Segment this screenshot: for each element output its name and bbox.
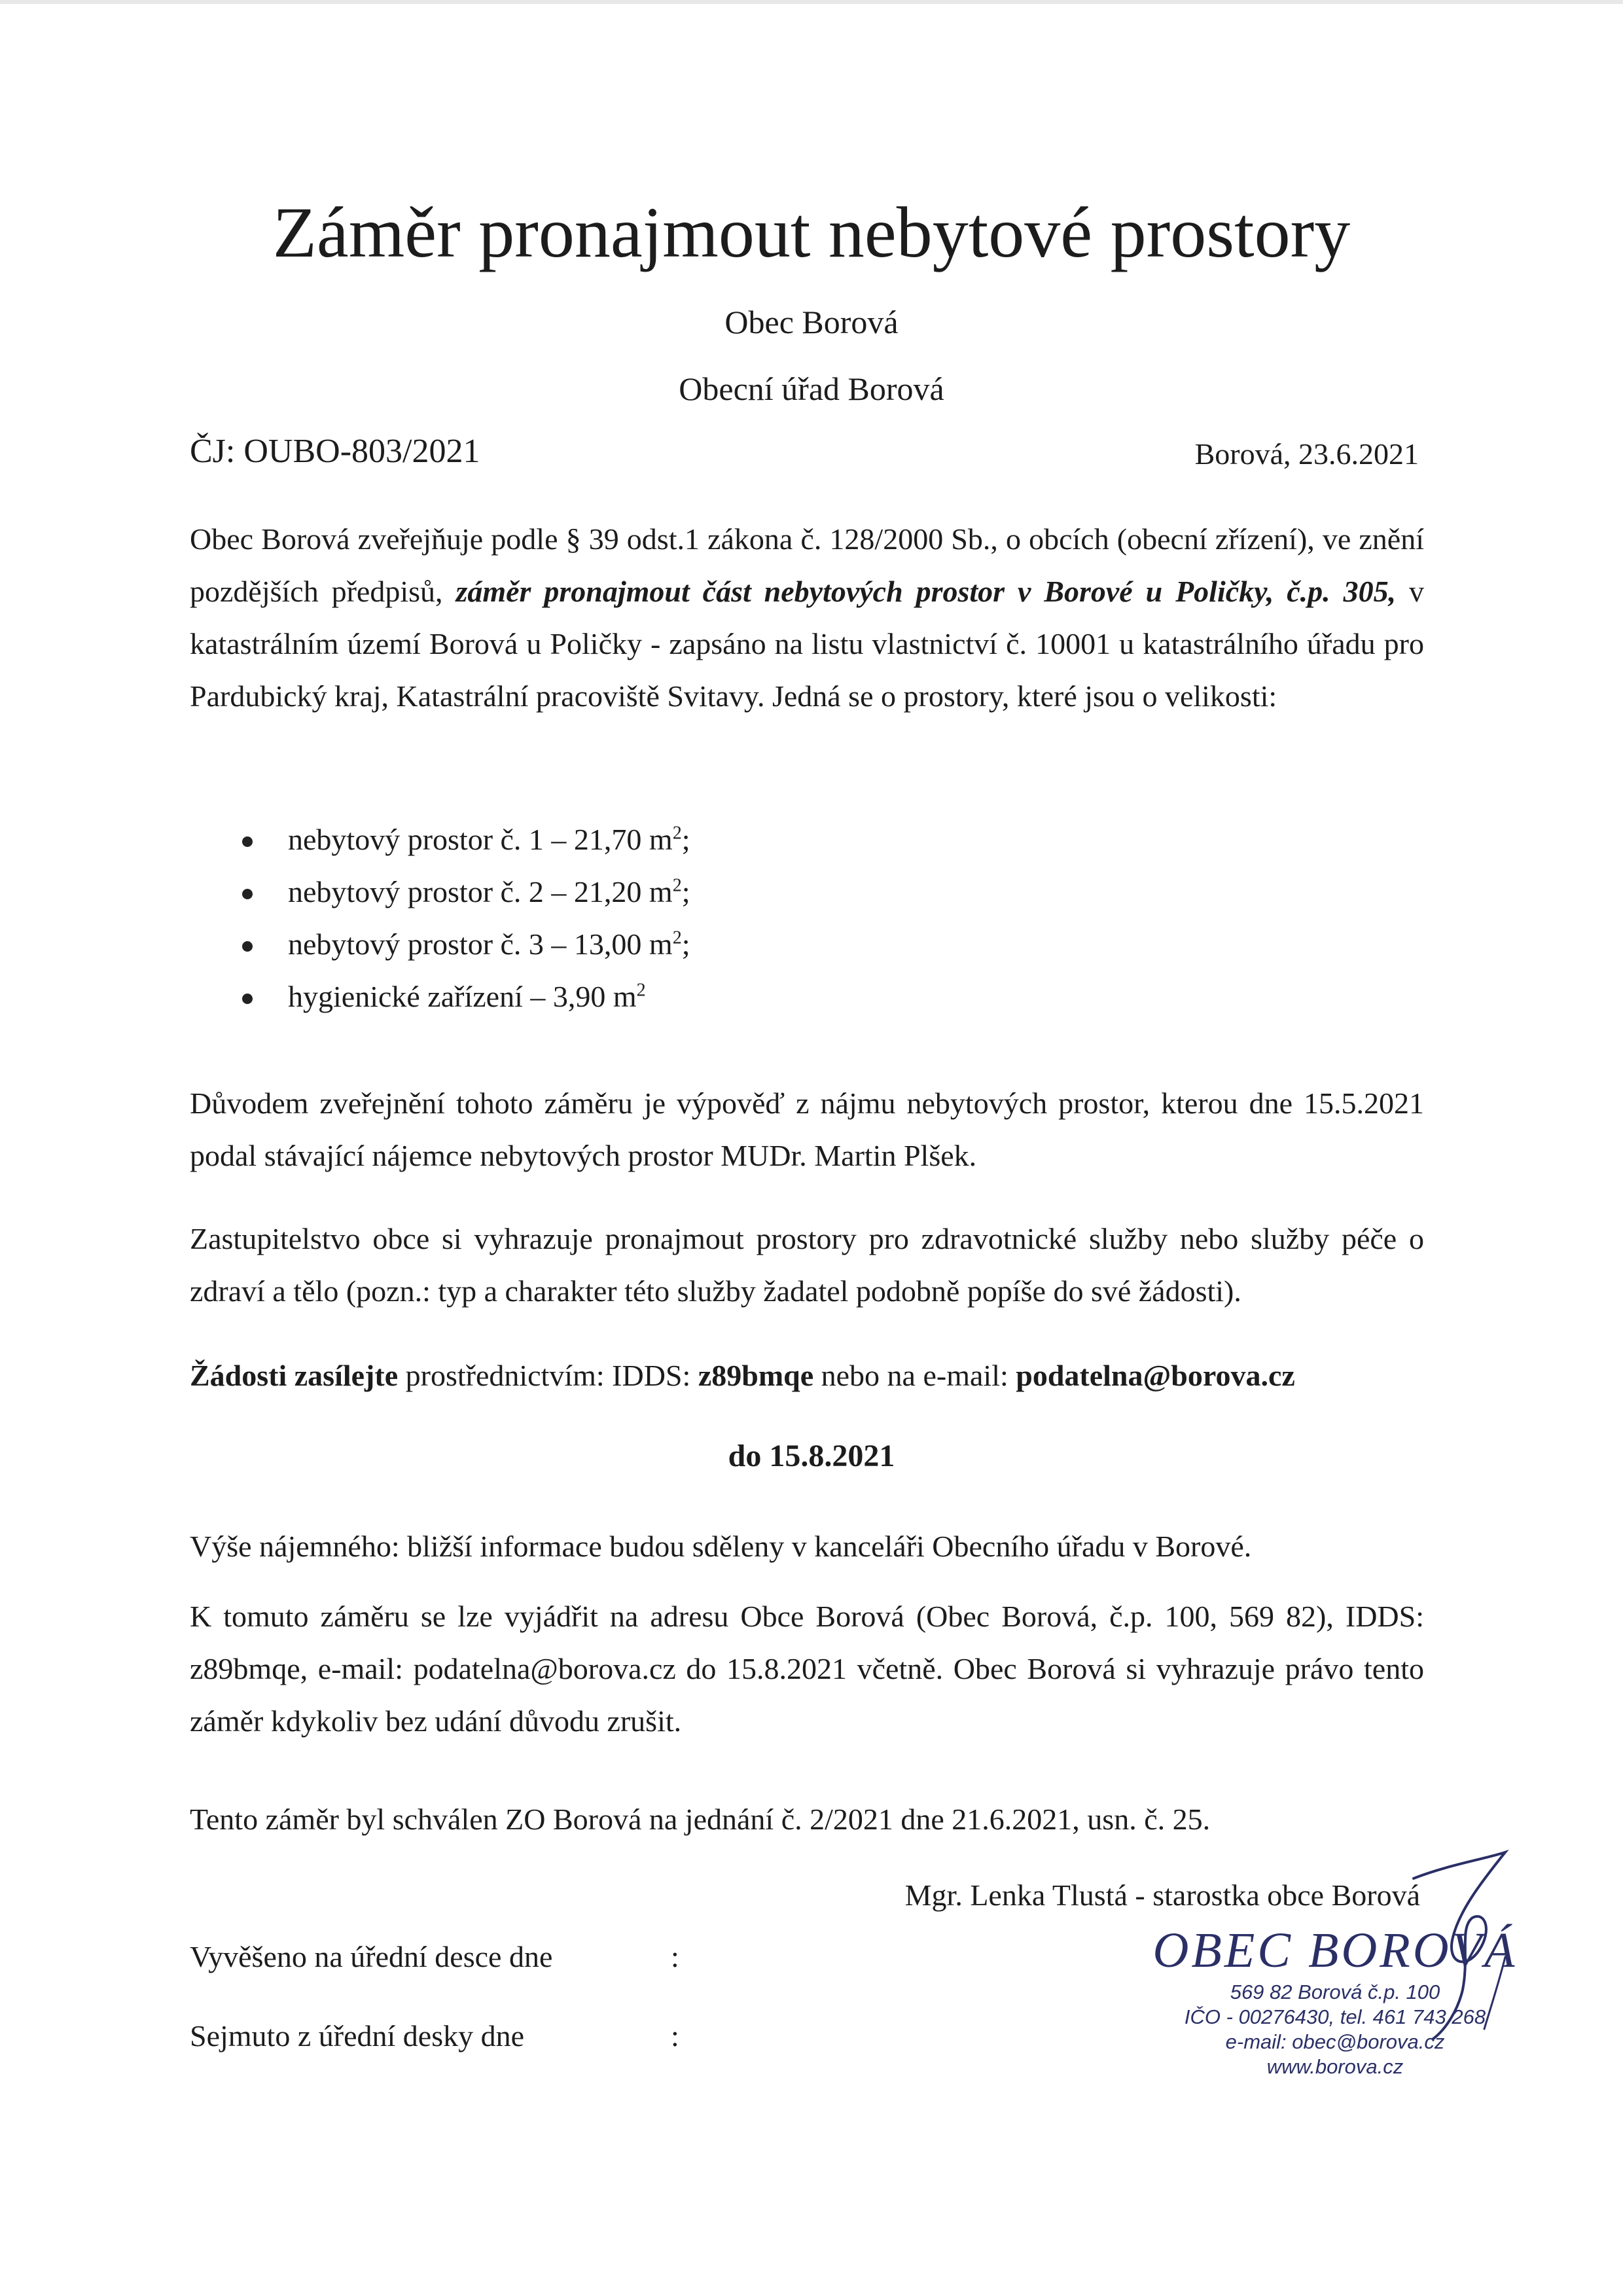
office-name: Obecní úřad Borová [679, 370, 944, 407]
rent-paragraph: Výše nájemného: bližší informace budou sděleny v kanceláři Obecního úřadu v Borové. [190, 1530, 1252, 1563]
bullet-icon [242, 941, 253, 952]
list-item: hygienické zařízení – 3,90 $m^2$ [242, 978, 690, 1015]
comment-paragraph: K tomuto záměru se lze vyjádřit na adresu Obce Borová (Obec Borová, č.p. 100, 569 82), IDDS: z89bmqe, e-mail: podatelna@borova.cz do 15.8.2021 včetně. Obec Borová si vyhrazuje právo tento záměr kdykoliv bez udání důvodu zrušit. [190, 1600, 1424, 1738]
scan-top-edge [0, 0, 1623, 4]
posted-row: Vyvěšeno na úřední desce dne : [190, 1939, 679, 1975]
deadline: do 15.8.2021 [728, 1439, 895, 1473]
bullet-icon [242, 994, 253, 1004]
stamp-address: 569 82 Borová č.p. 100 [1230, 1981, 1440, 2003]
list-item: nebytový prostor č. 3 – 13,00 $m^2$; [242, 926, 690, 963]
idds-value: z89bmqe [698, 1359, 814, 1392]
stamp-email: e-mail: obec@borova.cz [1225, 2030, 1445, 2053]
reference-number: ČJ: OUBO-803/2021 [190, 433, 480, 470]
reason-paragraph: Důvodem zveřejnění tohoto záměru je výpověď z nájmu nebytových prostor, kterou dne 15.5.2021 podal stávající nájemce nebytových prostor MUDr. Martin Plšek. [190, 1086, 1424, 1172]
stamp-name: OBEC BOROVÁ [1152, 1923, 1518, 1978]
municipality-name: Obec Borová [724, 304, 899, 340]
intro-paragraph [190, 513, 1424, 723]
removed-row: Sejmuto z úřední desky dne : [190, 2018, 679, 2054]
purpose-paragraph: Zastupitelstvo obce si vyhrazuje pronajmout prostory pro zdravotnické služby nebo služby péče o zdraví a tělo (pozn.: typ a charakter této služby žadatel podobně popíše do své žádosti). [190, 1222, 1424, 1308]
intro-emphasis: záměr pronajmout část nebytových prostor v Borové u Poličky, č.p. 305, [455, 575, 1397, 608]
stamp-ids: IČO - 00276430, tel. 461 743 268 [1184, 2005, 1486, 2028]
list-item: nebytový prostor č. 2 – 21,20 $m^2$; [242, 874, 690, 910]
stamp-web: www.borova.cz [1266, 2055, 1404, 2078]
document-title: Záměr pronajmout nebytové prostory [272, 192, 1351, 272]
intro-text-2: v katastrálním území Borová u Poličky - zapsáno na listu vlastnictví č. 10001 u katastrálního úřadu pro Pardubický kraj, Katastrální pracoviště Svitavy. Jedná se o prostory, které jsou o velikosti: [190, 575, 1424, 713]
handwritten-signature-icon [1407, 1839, 1538, 2049]
requests-lead: Žádosti zasílejte [190, 1359, 399, 1392]
signatory: Mgr. Lenka Tlustá - starostka obce Borová [904, 1878, 1420, 1912]
intro-text-1: Obec Borová zveřejňuje podle § 39 odst.1 zákona č. 128/2000 Sb., o obcích (obecní zřízení), ve znění pozdějších předpisů, [190, 522, 1424, 608]
bullet-icon [242, 836, 253, 847]
removed-label: Sejmuto z úřední desky dne [190, 2019, 525, 2053]
approval-paragraph: Tento záměr byl schválen ZO Borová na jednání č. 2/2021 dne 21.6.2021, usn. č. 25. [190, 1803, 1211, 1836]
email-value: podatelna@borova.cz [1016, 1359, 1295, 1392]
document-date: Borová, 23.6.2021 [1194, 437, 1419, 471]
spaces-list [242, 821, 690, 1031]
bullet-icon [242, 889, 253, 899]
list-item: nebytový prostor č. 1 – 21,70 $m^2$; [242, 821, 690, 858]
posted-label: Vyvěšeno na úřední desce dne [190, 1940, 553, 1973]
requests-paragraph: Žádosti zasílejte prostřednictvím: IDDS: z89bmqe nebo na e-mail: podatelna@borova.cz [190, 1359, 1295, 1392]
